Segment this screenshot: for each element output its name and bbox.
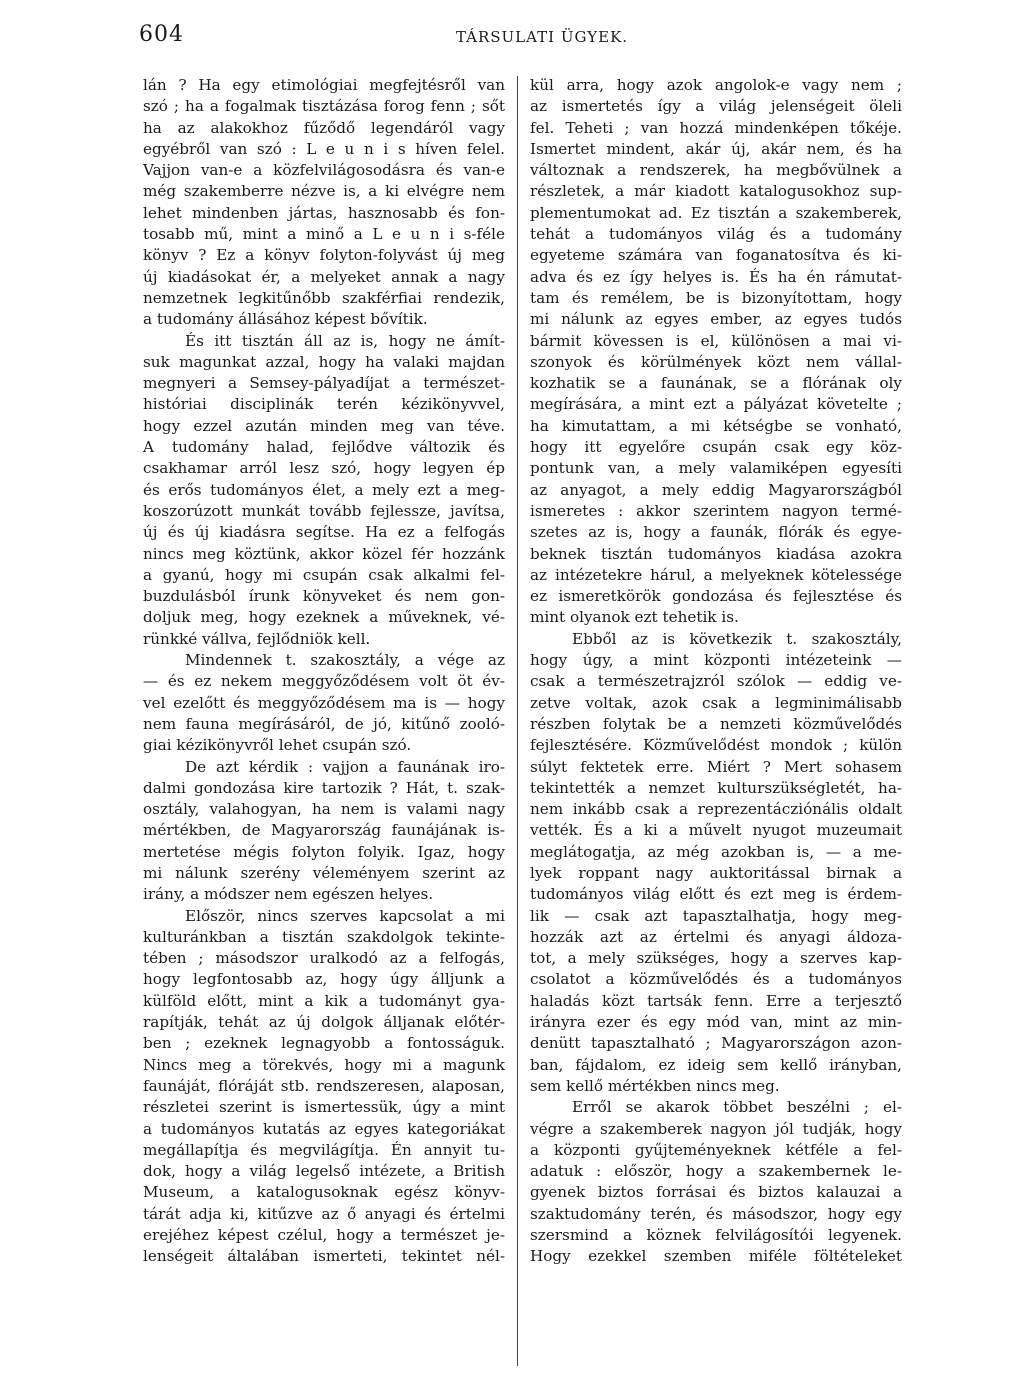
text-line: sem kellő mértékben nincs meg. bbox=[530, 1076, 780, 1095]
text-line: kulturánkban a tisztán szakdolgok tekinte- bbox=[143, 927, 505, 946]
text-line: erejéhez képest czélul, hogy a természet je- bbox=[143, 1226, 505, 1245]
text-line: mint olyanok ezt tehetik is. bbox=[530, 608, 739, 627]
text-line: az ismertetés így a világ jelenségeit öleli bbox=[530, 97, 902, 116]
text-line: históriai disciplinák terén kézikönyvvel, bbox=[143, 395, 505, 414]
text-line: kül arra, hogy azok angolok-e vagy nem ; bbox=[530, 76, 902, 94]
text-line: fel. Teheti ; van hozzá mindenképen tőkéje. bbox=[530, 118, 902, 137]
text-line: lik — csak azt tapasztalhatja, hogy meg- bbox=[530, 906, 902, 925]
text-line: És itt tisztán áll az is, hogy ne ámít- bbox=[185, 331, 505, 350]
right-text-column bbox=[530, 75, 902, 1268]
text-line: dok, hogy a világ legelső intézete, a British bbox=[143, 1162, 505, 1181]
text-line: egyébről van szó : L e u n i s híven felel. bbox=[143, 139, 505, 158]
text-line: súlyt fektetek erre. Miért ? Mert sohasem bbox=[530, 757, 902, 776]
text-line: rapítják, tehát az új dolgok álljanak előtér- bbox=[143, 1013, 505, 1032]
text-line: faunáját, flóráját stb. rendszeresen, alaposan, bbox=[143, 1076, 505, 1095]
text-line: buzdulásból írunk könyveket és nem gon- bbox=[143, 587, 505, 606]
text-line: De azt kérdik : vajjon a faunának iro- bbox=[185, 757, 505, 776]
text-line: részletei szerint is ismertessük, úgy a mint bbox=[143, 1098, 505, 1117]
text-line: a gyanú, hogy mi csupán csak alkalmi fel- bbox=[143, 565, 505, 584]
text-line: hogy itt egyelőre csupán csak egy köz- bbox=[530, 438, 902, 457]
text-line: ben ; ezeknek legnagyobb a fontosságuk. bbox=[143, 1034, 505, 1053]
text-line: Museum, a katalogusoknak egész könyv- bbox=[143, 1183, 505, 1202]
text-line: Vajjon van-e a közfelvilágosodásra és van-e bbox=[143, 161, 505, 180]
text-line: csakhamar arról lesz szó, hogy legyen ép bbox=[143, 459, 505, 478]
text-line: haladás közt tartsák fenn. Erre a terjesztő bbox=[530, 991, 902, 1010]
text-line: plementumokat ad. Ez tisztán a szakemberek, bbox=[530, 203, 902, 222]
text-line: meglátogatja, az még azokban is, — a me- bbox=[530, 842, 902, 861]
text-line: még szakemberre nézve is, a ki elvégre nem bbox=[143, 182, 505, 201]
text-line: gyenek biztos forrásai és biztos kalauzai a bbox=[530, 1183, 902, 1202]
left-text-column bbox=[143, 75, 505, 1268]
text-line: hogy ezzel azután minden meg van téve. bbox=[143, 416, 505, 435]
text-line: koszorúzott munkát tovább fejlessze, javítsa, bbox=[143, 501, 505, 520]
text-line: mertetése mégis folyton folyik. Igaz, hogy bbox=[143, 842, 505, 861]
text-line: irány, a módszer nem egészen helyes. bbox=[143, 885, 434, 904]
text-line: Ismertet mindent, akár új, akár nem, és ha bbox=[530, 139, 902, 158]
text-line: az anyagot, a mely eddig Magyarországból bbox=[530, 480, 902, 499]
text-line: megírására, a mint ezt a pályázat követelte ; bbox=[530, 395, 902, 414]
text-line: — és ez nekem meggyőződésem volt öt év- bbox=[143, 672, 505, 691]
text-line: a központi gyűjteményeknek kétféle a fel- bbox=[530, 1140, 902, 1159]
text-line: Erről se akarok többet beszélni ; el- bbox=[572, 1098, 902, 1117]
text-line: fejlesztésére. Közművelődést mondok ; külön bbox=[530, 736, 902, 755]
text-line: Hogy ezekkel szemben miféle föltételeket bbox=[530, 1247, 902, 1266]
text-line: ez ismeretkörök gondozása és fejlesztése és bbox=[530, 587, 902, 606]
text-line: tekintették a nemzet kulturszükségletét, ha- bbox=[530, 778, 902, 797]
text-line: könyv ? Ez a könyv folyton-folyvást új meg bbox=[143, 246, 505, 265]
text-line: egyeteme számára van foganatosítva és ki- bbox=[530, 246, 902, 265]
text-line: doljuk meg, hogy ezeknek a műveknek, vé- bbox=[143, 608, 505, 627]
text-line: mi nálunk szerény véleményem szerint az bbox=[143, 863, 505, 882]
text-line: nem inkább csak a reprezentácziónális oldalt bbox=[530, 800, 902, 819]
text-line: adva és ez így helyes is. És ha én rámutat- bbox=[530, 267, 902, 286]
column-divider bbox=[517, 76, 518, 1366]
text-line: nem fauna megírásáról, de jó, kitűnő zooló- bbox=[143, 714, 505, 733]
text-line: tehát a tudományos világ és a tudomány bbox=[530, 225, 902, 244]
text-line: kozhatik se a faunának, se a flórának oly bbox=[530, 374, 902, 393]
text-line: adatuk : először, hogy a szakembernek le- bbox=[530, 1162, 902, 1181]
text-line: denütt tapasztalható ; Magyarországon azon- bbox=[530, 1034, 902, 1053]
text-line: Mindennek t. szakosztály, a vége az bbox=[185, 651, 505, 670]
text-line: Először, nincs szerves kapcsolat a mi bbox=[185, 906, 505, 925]
text-line: a tudomány állásához képest bővítik. bbox=[143, 310, 428, 329]
text-line: új kiadásokat ér, a melyeket annak a nagy bbox=[143, 267, 505, 286]
text-line: csolatot a közművelődés és a tudományos bbox=[530, 970, 902, 989]
text-line: A tudomány halad, fejlődve változik és bbox=[143, 438, 505, 457]
text-line: szó ; ha a fogalmak tisztázása forog fenn ; sőt bbox=[143, 97, 505, 116]
text-line: tárát adja ki, kitűzve az ő anyagi és értelmi bbox=[143, 1204, 505, 1223]
text-line: pontunk van, a mely valamiképen egyesíti bbox=[530, 459, 902, 478]
text-line: megnyeri a Semsey-pályadíjat a természet- bbox=[143, 374, 505, 393]
text-line: ha az alakokhoz fűződő legendáról vagy bbox=[143, 118, 505, 137]
text-line: szonyok és körülmények közt nem vállal- bbox=[530, 352, 902, 371]
text-line: külföld előtt, mint a kik a tudományt gya- bbox=[143, 991, 505, 1010]
text-line: tam és remélem, be is bizonyítottam, hogy bbox=[530, 288, 902, 307]
text-line: a tudományos kutatás az egyes kategoriákat bbox=[143, 1119, 505, 1138]
text-line: nemzetnek legkitűnőbb szakférfiai rendezik, bbox=[143, 288, 505, 307]
text-line: szetes az is, hogy a faunák, flórák és egye- bbox=[530, 523, 902, 542]
text-line: Nincs meg a törekvés, hogy mi a magunk bbox=[143, 1055, 505, 1074]
text-line: giai kézikönyvről lehet csupán szó. bbox=[143, 736, 412, 755]
text-line: suk magunkat azzal, hogy ha valaki majdan bbox=[143, 352, 505, 371]
text-line: hogy legfontosabb az, hogy úgy álljunk a bbox=[143, 970, 505, 989]
text-line: új és új kiadásra segítse. Ha ez a felfogás bbox=[143, 523, 505, 542]
text-line: hogy úgy, a mint központi intézeteink — bbox=[530, 651, 902, 670]
text-line: vel ezelőtt és meggyőződésem ma is — hogy bbox=[143, 693, 505, 712]
text-line: szaktudomány terén, és másodszor, hogy egy bbox=[530, 1204, 902, 1223]
text-line: zetve voltak, azok csak a legminimálisabb bbox=[530, 693, 902, 712]
text-line: részben folytak be a nemzeti közművelődés bbox=[530, 714, 902, 733]
text-line: szersmind a köznek felvilágosítói legyenek. bbox=[530, 1226, 902, 1245]
page-number: 604 bbox=[139, 22, 184, 47]
text-line: lenségeit általában ismerteti, tekintet nél- bbox=[143, 1247, 505, 1266]
text-line: tében ; másodszor uralkodó az a felfogás, bbox=[143, 949, 505, 968]
text-line: rünkké vállva, fejlődniök kell. bbox=[143, 629, 371, 648]
text-line: ban, fájdalom, ez ideig sem kellő irányban, bbox=[530, 1055, 902, 1074]
text-line: és erős tudományos élet, a mely ezt a meg- bbox=[143, 480, 505, 499]
text-line: tudományos világ előtt és ezt meg is érdem- bbox=[530, 885, 902, 904]
text-line: ha kimutattam, a mi kétségbe se vonható, bbox=[530, 416, 902, 435]
running-header bbox=[0, 28, 1024, 46]
text-line: lán ? Ha egy etimológiai megfejtésről van bbox=[143, 76, 505, 94]
text-line: tosabb mű, mint a minő a L e u n i s-féle bbox=[143, 225, 505, 244]
text-line: megállapítja és megvilágítja. Én annyit tu- bbox=[143, 1140, 505, 1159]
text-line: irányra ezer és egy mód van, mint az min- bbox=[530, 1013, 902, 1032]
text-line: az intézetekre hárul, a melyeknek kötelessége bbox=[530, 565, 902, 584]
text-line: ismeretes : akkor szerintem nagyon termé- bbox=[530, 501, 902, 520]
text-line: végre a szakemberek nagyon jól tudják, hogy bbox=[530, 1119, 902, 1138]
text-line: dalmi gondozása kire tartozik ? Hát, t. szak- bbox=[143, 778, 505, 797]
text-line: bármit kövessen is el, különösen a mai vi- bbox=[530, 331, 902, 350]
text-line: változnak a rendszerek, ha megbővülnek a bbox=[530, 161, 902, 180]
text-line: beknek tisztán tudományos kiadása azokra bbox=[530, 544, 902, 563]
text-line: vették. És a ki a művelt nyugot muzeumait bbox=[530, 821, 902, 840]
text-line: hozzák azt az értelmi és anyagi áldoza- bbox=[530, 927, 902, 946]
text-line: részletek, a már kiadott katalogusokhoz sup- bbox=[530, 182, 902, 201]
text-line: osztály, valahogyan, ha nem is valami nagy bbox=[143, 800, 505, 819]
text-line: mi nálunk az egyes ember, az egyes tudós bbox=[530, 310, 902, 329]
text-line: nincs meg köztünk, akkor közel fér hozzánk bbox=[143, 544, 505, 563]
text-line: csak a természetrajzról szólok — eddig ve- bbox=[530, 672, 902, 691]
text-line: lyek roppant nagy auktoritással birnak a bbox=[530, 863, 902, 882]
text-line: Ebből az is következik t. szakosztály, bbox=[572, 629, 902, 648]
text-line: lehet mindenben jártas, hasznosabb és fon- bbox=[143, 203, 505, 222]
text-line: mértékben, de Magyarország faunájának is- bbox=[143, 821, 505, 840]
running-title: TÁRSULATI ÜGYEK. bbox=[455, 28, 629, 46]
text-line: tot, a mely szükséges, hogy a szerves kap- bbox=[530, 949, 902, 968]
